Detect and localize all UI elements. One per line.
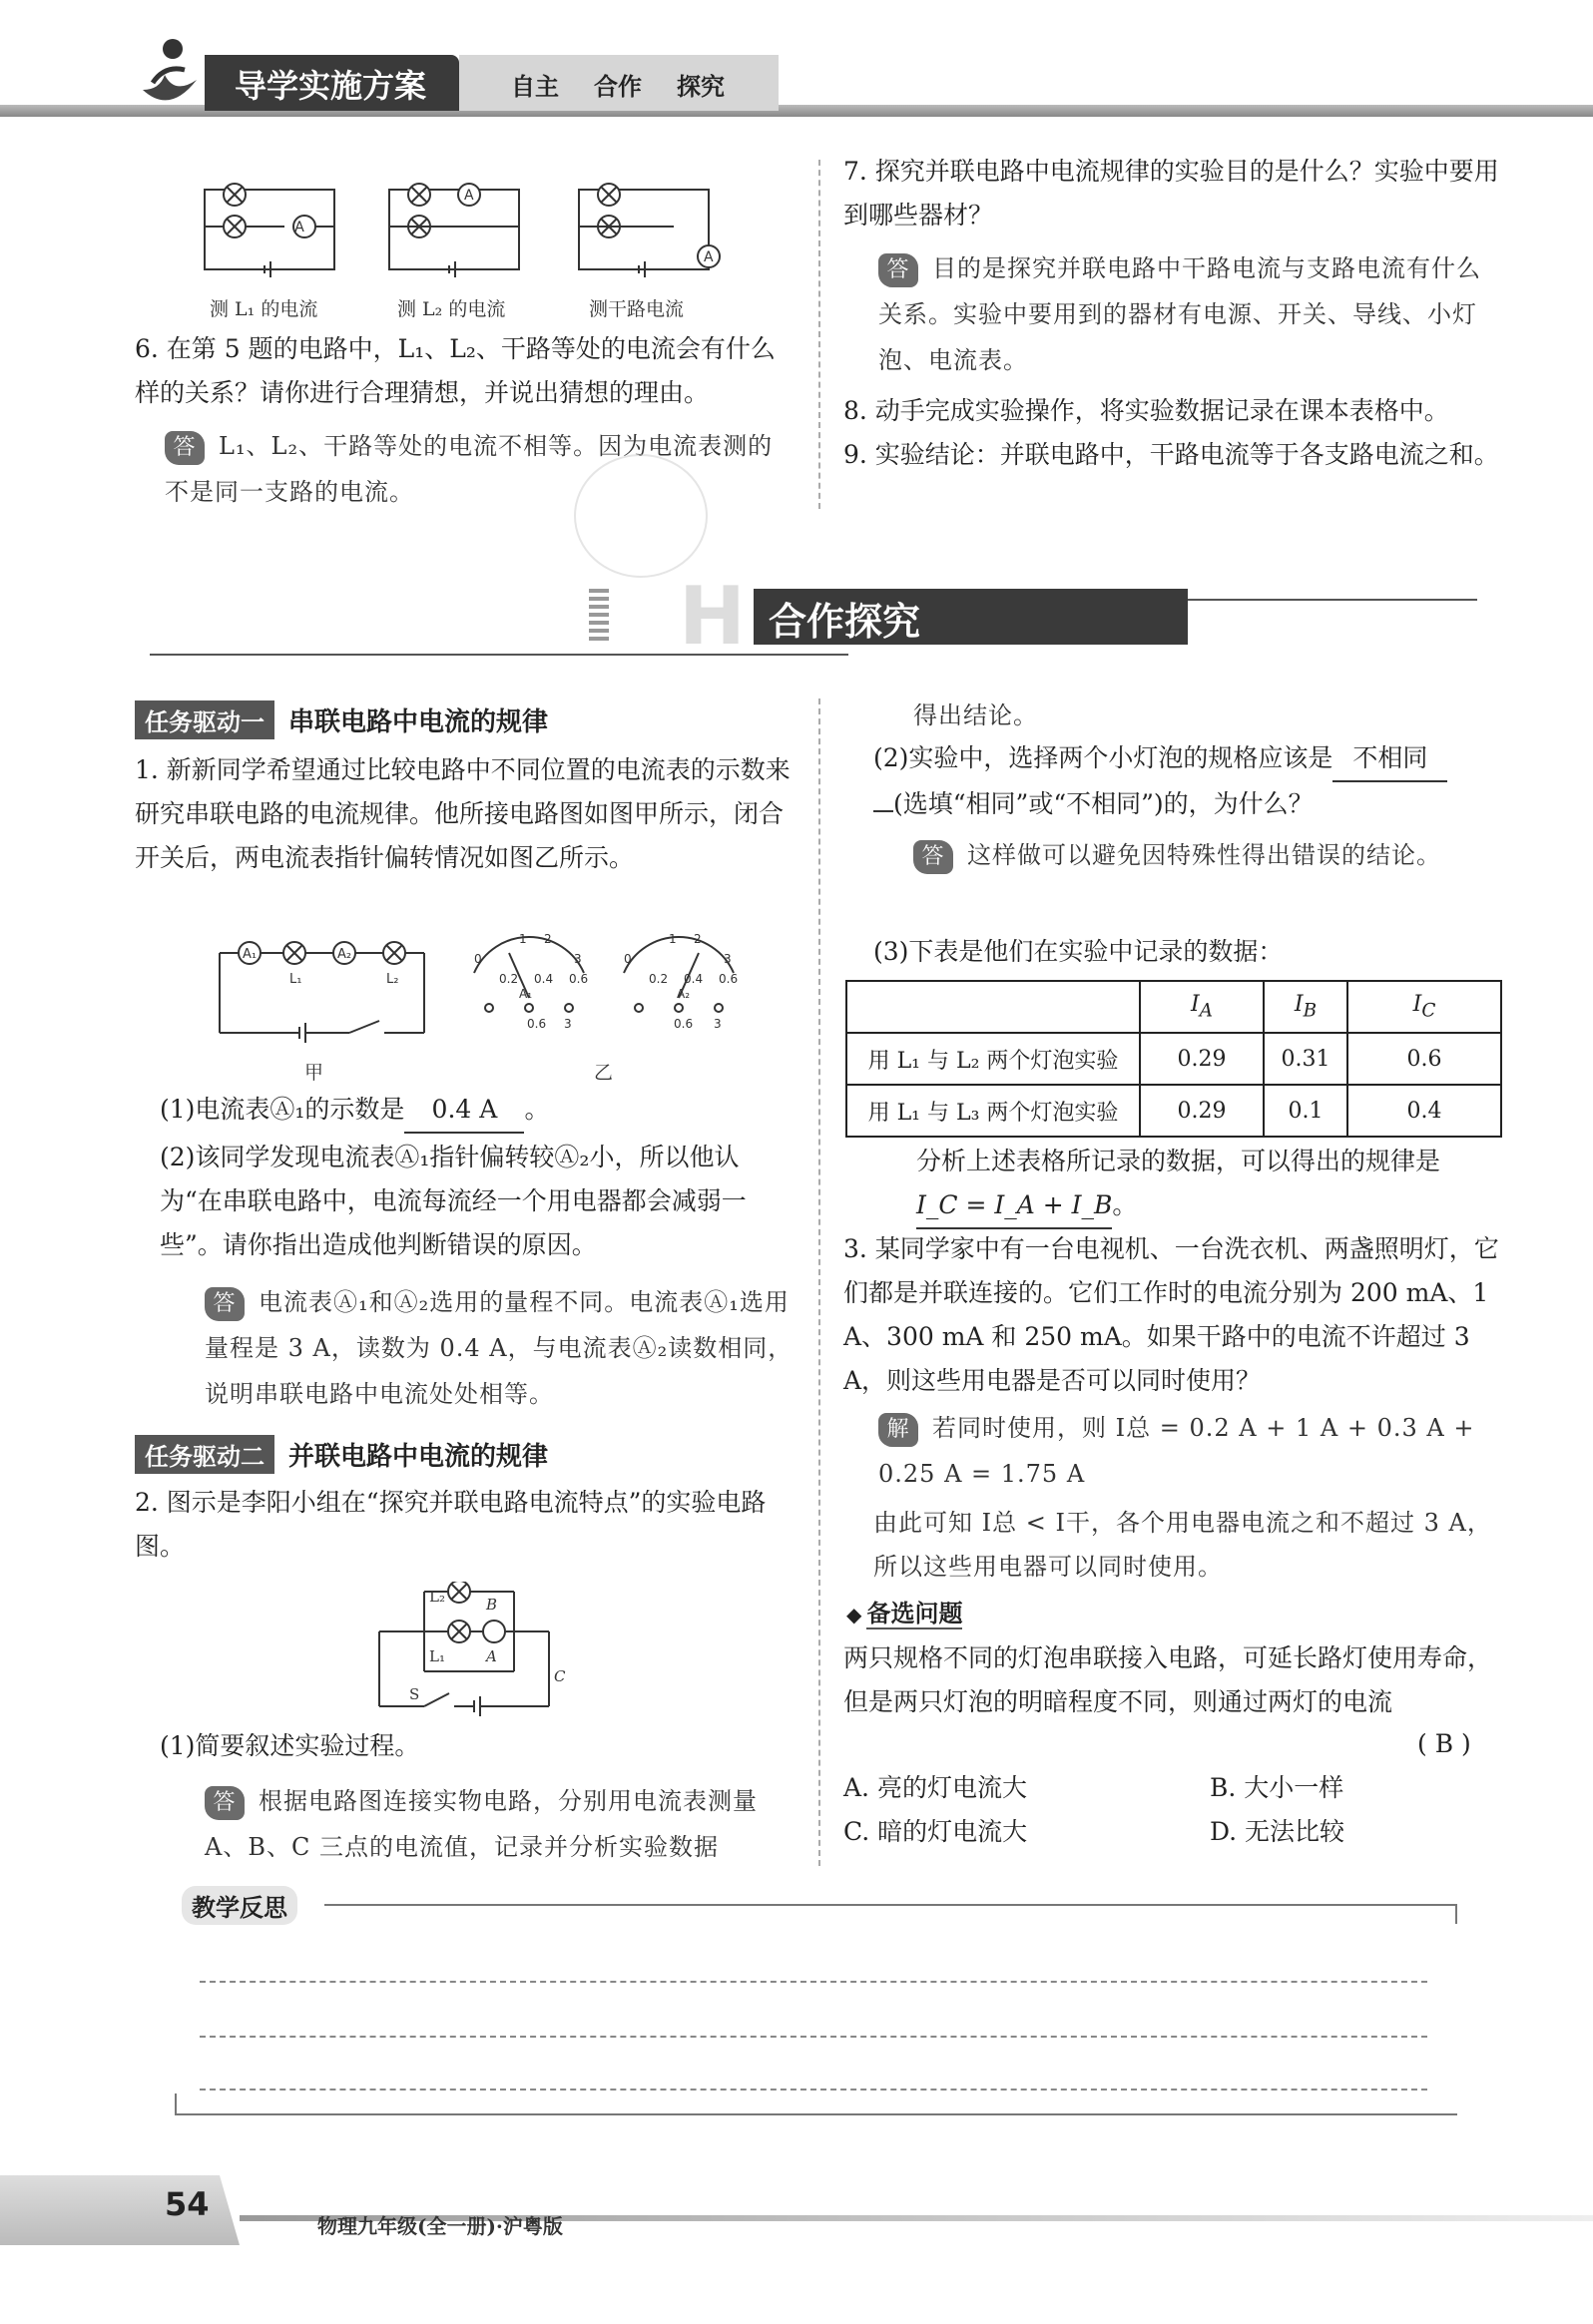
svg-text:2: 2: [694, 932, 702, 946]
answer-badge: 答: [205, 1287, 245, 1321]
svg-text:A₂: A₂: [677, 987, 691, 1001]
writing-line[interactable]: [200, 1981, 1427, 1983]
rule-line: I_C = I_A + I_B。: [916, 1183, 1137, 1229]
figure-yi-ammeters: [459, 923, 749, 1038]
task1-sub1: (1)电流表Ⓐ₁的示数是 0.4 A 。: [160, 1088, 798, 1134]
svg-text:A: A: [464, 188, 474, 204]
table-header-cell: $I_C$: [1347, 981, 1501, 1033]
svg-text:0.2: 0.2: [499, 972, 519, 986]
q6-answer: 答 L₁、L₂、干路等处的电流不相等。因为电流表测的不是同一支路的电流。: [165, 432, 774, 506]
svg-text:A₁: A₁: [519, 987, 533, 1001]
option-c: C. 暗的灯电流大: [843, 1817, 1028, 1846]
svg-text:0.4: 0.4: [684, 972, 704, 986]
task1-tag: 任务驱动一: [135, 700, 274, 739]
task2-sub1-answer: 答 根据电路图连接实物电路，分别用电流表测量 A、B、C 三点的电流值，记录并分析实验数据: [205, 1787, 758, 1861]
backup-question: 两只规格不同的灯泡串联接入电路，可延长路灯使用寿命，但是两只灯泡的明暗程度不同，则通过两灯的电流: [843, 1643, 1493, 1716]
svg-text:0.4: 0.4: [534, 972, 554, 986]
column-divider: [818, 698, 821, 1866]
figure-label-jia: 甲: [304, 1062, 324, 1084]
question-2: 2. 图示是李阳小组在“探究并联电路电流特点”的实验电路图。: [135, 1488, 767, 1561]
writing-line[interactable]: [200, 2089, 1427, 2091]
svg-text:0.6: 0.6: [719, 972, 739, 986]
watermark-stamp: [574, 454, 708, 578]
task1-title: 串联电路中电流的规律: [288, 707, 549, 737]
backup-header: [846, 1594, 962, 1628]
svg-text:0.6: 0.6: [527, 1017, 547, 1031]
backup-title: 备选问题: [866, 1600, 963, 1627]
answer-badge: 答: [913, 840, 953, 874]
task2-sub2: (2)实验中，选择两个小灯泡的规格应该是 不相同 (选填“相同”或“不相同”)的，为什么？: [873, 736, 1512, 826]
task2-sub2-reason: 答 这样做可以避免因特殊性得出错误的结论。: [913, 832, 1502, 878]
table-cell: 用 L₁ 与 L₃ 两个灯泡实验: [846, 1085, 1140, 1137]
task2-sub3: (3)下表是他们在实验中记录的数据：: [873, 937, 1284, 966]
answer-badge: 答: [878, 253, 918, 287]
question-8: 8. 动手完成实验操作，将实验数据记录在课本表格中。: [843, 396, 1449, 425]
svg-text:1: 1: [519, 932, 527, 946]
svg-text:L₂: L₂: [386, 972, 399, 987]
table-header-cell: [846, 981, 1140, 1033]
diamond-icon: ◆: [846, 1603, 862, 1627]
option-b: B. 大小一样: [1210, 1773, 1344, 1802]
section-title: 合作探究: [769, 600, 921, 644]
svg-text:0: 0: [624, 952, 632, 966]
svg-text:1: 1: [669, 932, 677, 946]
svg-text:A: A: [704, 249, 714, 265]
header-tab-3: 探究: [677, 72, 725, 101]
figure-label-yi: 乙: [594, 1062, 614, 1084]
q7-answer: 答 目的是探究并联电路中干路电流与支路电流有什么关系。实验中要用到的器材有电源、开关、导线、小灯泡、电流表。: [878, 254, 1481, 374]
analysis-text: 分析上述表格所记录的数据，可以得出的规律是: [916, 1147, 1441, 1175]
header-tab-2: 合作: [594, 72, 642, 101]
top-circuit-diagrams: [195, 165, 734, 294]
footer: [0, 2175, 1593, 2285]
table-header-row: [846, 981, 1501, 1033]
section-banner: H 合作探究: [150, 579, 1477, 659]
task2-sub1: (1)简要叙述实验过程。: [160, 1731, 420, 1760]
svg-text:3: 3: [714, 1017, 722, 1031]
option-d: D. 无法比较: [1210, 1817, 1345, 1846]
page-number: 54: [165, 2185, 210, 2223]
task2-sub1-answer-cont: 得出结论。: [913, 701, 1038, 729]
question-7: 7. 探究并联电路中电流规律的实验目的是什么？实验中要用到哪些器材？: [843, 157, 1499, 230]
reflection-box: [175, 1904, 1457, 2115]
svg-text:B: B: [486, 1596, 498, 1614]
data-table: [845, 980, 1502, 1138]
svg-text:0: 0: [474, 952, 482, 966]
svg-text:0.6: 0.6: [674, 1017, 694, 1031]
table-cell: 0.29: [1140, 1085, 1264, 1137]
circuit-caption-3: 测干路电流: [589, 298, 685, 320]
table-row: [846, 1033, 1501, 1085]
table-row: [846, 1085, 1501, 1137]
table-cell: 0.31: [1264, 1033, 1347, 1085]
svg-text:A₂: A₂: [336, 947, 352, 962]
circuit-caption-2: 测 L₂ 的电流: [397, 298, 506, 320]
table-header-cell: $I_B$: [1264, 981, 1347, 1033]
table-cell: 0.4: [1347, 1085, 1501, 1137]
task2-title: 并联电路中电流的规律: [288, 1442, 549, 1472]
book-title: 物理九年级(全一册)·沪粤版: [317, 2214, 563, 2238]
task2-sub2-answer: 不相同: [1332, 736, 1447, 782]
table-cell: 0.29: [1140, 1033, 1264, 1085]
circuit-caption-1: 测 L₁ 的电流: [210, 298, 318, 320]
svg-text:3: 3: [564, 1017, 572, 1031]
question-1: 1. 新新同学希望通过比较电路中不同位置的电流表的示数来研究串联电路的电流规律。他所接电路图如图甲所示，闭合开关后，两电流表指针偏转情况如图乙所示。: [135, 755, 791, 872]
task1-sub2-answer: 答 电流表Ⓐ₁和Ⓐ₂选用的量程不同。电流表Ⓐ₁选用量程是 3 A，读数为 0.4 A，与电流表Ⓐ₂读数相同，说明串联电路中电流处处相等。: [205, 1288, 794, 1408]
writing-line[interactable]: [200, 2036, 1427, 2038]
logo-icon: [135, 35, 205, 115]
svg-text:L₂: L₂: [429, 1588, 445, 1606]
svg-text:S: S: [409, 1685, 420, 1703]
task1-sub1-answer: 0.4 A: [404, 1088, 524, 1134]
svg-text:3: 3: [724, 952, 732, 966]
task2-tag: 任务驱动二: [135, 1435, 274, 1474]
question-6: 6. 在第 5 题的电路中，L₁、L₂、干路等处的电流会有什么样的关系？请你进行合理猜想，并说出猜想的理由。: [135, 334, 776, 407]
table-cell: 0.6: [1347, 1033, 1501, 1085]
svg-text:A₁: A₁: [242, 947, 258, 962]
figure-jia-circuit: [215, 933, 429, 1048]
svg-text:A: A: [486, 1647, 497, 1665]
svg-text:3: 3: [574, 952, 582, 966]
reflection-title: 教学反思: [182, 1886, 297, 1925]
rule-answer: I_C = I_A + I_B: [916, 1183, 1112, 1229]
q3-solution: 解 若同时使用，则 I总 = 0.2 A + 1 A + 0.3 A + 0.25 A = 1.75 A: [878, 1414, 1475, 1488]
svg-text:A: A: [294, 220, 304, 235]
svg-text:L₁: L₁: [429, 1647, 445, 1665]
q3-solution-2: 由此可知 I总 < I干，各个用电器电流之和不超过 3 A，所以这些用电器可以同时使用。: [873, 1509, 1492, 1581]
task1-header: [135, 700, 548, 739]
parallel-circuit-diagram: [374, 1582, 574, 1716]
task1-sub2: (2)该同学发现电流表Ⓐ₁指针偏转较Ⓐ₂小，所以他认为“在串联电路中，电流每流经一个用电器都会减弱一些”。请你指出造成他判断错误的原因。: [160, 1143, 747, 1259]
svg-text:0.2: 0.2: [649, 972, 669, 986]
task2-header: [135, 1435, 548, 1474]
solution-badge: 解: [878, 1413, 918, 1447]
svg-text:2: 2: [544, 932, 552, 946]
backup-answer: ( B ): [1417, 1729, 1471, 1758]
answer-badge: 答: [205, 1786, 245, 1820]
svg-text:L₁: L₁: [289, 972, 302, 987]
svg-text:C: C: [554, 1667, 566, 1685]
header-title: 导学实施方案: [235, 67, 427, 105]
option-a: A. 亮的灯电流大: [843, 1773, 1027, 1802]
question-9: 9. 实验结论：并联电路中，干路电流等于各支路电流之和。: [843, 440, 1499, 469]
svg-text:0.6: 0.6: [569, 972, 589, 986]
question-3: 3. 某同学家中有一台电视机、一台洗衣机、两盏照明灯，它们都是并联连接的。它们工作时的电流分别为 200 mA、1 A、300 mA 和 250 mA。如果干路中的电流不许超过 3 A，则这些用电器是否可以同时使用？: [843, 1234, 1499, 1395]
column-divider: [818, 160, 821, 509]
table-cell: 0.1: [1264, 1085, 1347, 1137]
answer-badge: 答: [165, 431, 205, 465]
header-tab-1: 自主: [511, 72, 559, 101]
table-header-cell: $I_A$: [1140, 981, 1264, 1033]
table-cell: 用 L₁ 与 L₂ 两个灯泡实验: [846, 1033, 1140, 1085]
header-bar: [0, 55, 1593, 121]
